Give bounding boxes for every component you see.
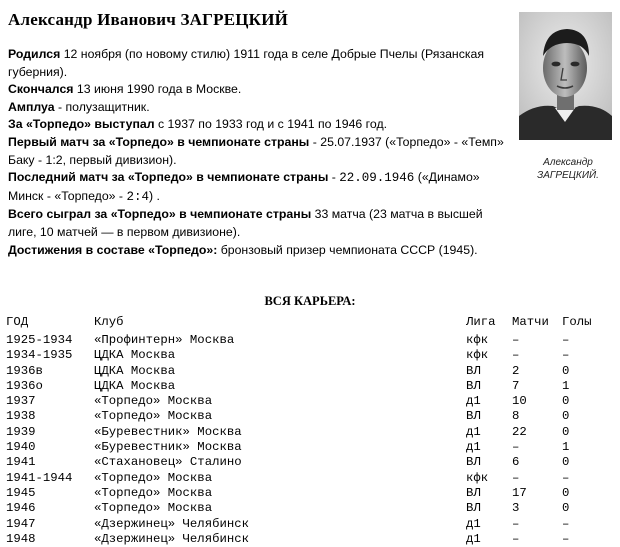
photo-caption: Александр ЗАГРЕЦКИЙ.	[537, 157, 599, 181]
cell-year: 1938	[6, 409, 36, 424]
cell-goals: 0	[562, 424, 570, 439]
cell-club: «Торпедо» Москва	[94, 470, 213, 485]
cell-club: «Дзержинец» Челябинск	[94, 516, 249, 531]
table-row	[6, 394, 616, 409]
player-name: Александр Иванович ЗАГРЕЦКИЙ	[8, 10, 289, 29]
table-row	[6, 471, 616, 486]
cell-year: 1925-1934	[6, 333, 73, 347]
cell-year: 1936в	[6, 363, 43, 378]
cell-year: 1937	[6, 394, 36, 409]
cell-matches: 3	[512, 501, 520, 516]
bio-died: Скончался 13 июня 1990 года в Москве.	[8, 82, 242, 97]
cell-goals: 0	[562, 485, 570, 500]
cell-goals: –	[562, 516, 570, 531]
cell-league: д1	[466, 531, 481, 546]
cell-club: «Дзержинец» Челябинск	[94, 531, 249, 546]
cell-goals: 0	[562, 394, 570, 409]
cell-year: 1940	[6, 440, 36, 455]
cell-goals: 0	[562, 455, 570, 470]
cell-league: кфк	[466, 333, 489, 347]
bio-achievements: Достижения в составе «Торпедо»: бронзовый призер чемпионата СССР (1945).	[8, 242, 478, 257]
cell-league: ВЛ	[466, 363, 481, 378]
cell-club: «Торпедо» Москва	[94, 485, 213, 500]
column-header-club: Клуб	[94, 315, 124, 329]
cell-league: д1	[466, 516, 481, 531]
cell-matches: 10	[512, 394, 527, 409]
cell-matches: 6	[512, 455, 520, 470]
cell-goals: 1	[562, 378, 570, 393]
cell-goals: 0	[562, 363, 570, 378]
cell-goals: 0	[562, 409, 570, 424]
bio-born: Родился 12 ноября (по новому стилю) 1911 года в селе Добрые Пчелы (Рязанская губерния).	[8, 47, 485, 79]
cell-year: 1948	[6, 531, 36, 546]
cell-matches: –	[512, 531, 520, 546]
cell-club: «Торпедо» Москва	[94, 394, 213, 409]
cell-matches: 7	[512, 378, 520, 393]
cell-club: ЦДКА Москва	[94, 348, 176, 363]
cell-goals: 0	[562, 501, 570, 516]
cell-year: 1936о	[6, 378, 43, 393]
table-row	[6, 364, 616, 379]
cell-club: «Профинтерн» Москва	[94, 333, 235, 347]
cell-year: 1934-1935	[6, 348, 73, 363]
cell-year: 1945	[6, 485, 36, 500]
column-header-year: ГОД	[6, 315, 29, 329]
cell-matches: –	[512, 348, 520, 363]
career-title: ВСЯ КАРЬЕРА:	[264, 294, 356, 308]
cell-year: 1941	[6, 455, 36, 470]
player-portrait-icon	[519, 12, 612, 140]
cell-year: 1941-1944	[6, 470, 73, 485]
cell-matches: 2	[512, 363, 520, 378]
table-row	[6, 486, 616, 501]
cell-league: ВЛ	[466, 501, 481, 516]
cell-club: ЦДКА Москва	[94, 378, 176, 393]
cell-matches: 8	[512, 409, 520, 424]
cell-league: ВЛ	[466, 409, 481, 424]
cell-matches: –	[512, 470, 520, 485]
table-row	[6, 455, 616, 470]
cell-goals: 1	[562, 440, 570, 455]
cell-league: д1	[466, 394, 481, 409]
cell-club: «Буревестник» Москва	[94, 424, 242, 439]
cell-goals: –	[562, 333, 570, 347]
cell-league: кфк	[466, 348, 489, 363]
cell-goals: –	[562, 348, 570, 363]
cell-league: ВЛ	[466, 378, 481, 393]
table-row	[6, 501, 616, 516]
player-photo	[519, 12, 612, 140]
cell-goals: –	[562, 470, 570, 485]
table-row	[6, 425, 616, 440]
bio-first-match: Первый матч за «Торпедо» в чемпионате страны - 25.07.1937 («Торпедо» - «Темп» Баку - 1:2, первый дивизион).	[8, 134, 504, 167]
table-row	[6, 440, 616, 455]
career-table	[6, 313, 616, 547]
bio-played: За «Торпедо» выступал с 1937 по 1933 год и с 1941 по 1946 год.	[8, 117, 388, 132]
cell-year: 1946	[6, 501, 36, 516]
table-row	[6, 333, 616, 348]
cell-club: «Стахановец» Сталино	[94, 455, 242, 470]
bio-role: Амплуа - полузащитник.	[8, 99, 150, 114]
cell-club: «Торпедо» Москва	[94, 501, 213, 516]
cell-club: «Буревестник» Москва	[94, 440, 242, 455]
cell-goals: –	[562, 531, 570, 546]
cell-matches: –	[512, 333, 520, 347]
table-row	[6, 348, 616, 363]
table-row	[6, 409, 616, 424]
cell-league: кфк	[466, 470, 489, 485]
table-row	[6, 532, 616, 547]
cell-year: 1947	[6, 516, 36, 531]
table-header	[6, 313, 616, 331]
column-header-goals: Голы	[562, 315, 592, 329]
biography	[8, 46, 508, 259]
cell-matches: 17	[512, 485, 527, 500]
cell-league: ВЛ	[466, 455, 481, 470]
cell-league: д1	[466, 424, 481, 439]
cell-league: ВЛ	[466, 485, 481, 500]
cell-club: ЦДКА Москва	[94, 363, 176, 378]
cell-matches: –	[512, 440, 520, 455]
cell-year: 1939	[6, 424, 36, 439]
table-row	[6, 379, 616, 394]
bio-total: Всего сыграл за «Торпедо» в чемпионате страны 33 матча (23 матча в высшей лиге, 10 матчей — в первом дивизионе).	[8, 207, 483, 239]
table-row	[6, 517, 616, 532]
cell-league: д1	[466, 440, 481, 455]
column-header-matches: Матчи	[512, 315, 549, 329]
column-header-league: Лига	[466, 315, 496, 329]
cell-matches: 22	[512, 424, 527, 439]
cell-club: «Торпедо» Москва	[94, 409, 213, 424]
bio-last-match: Последний матч за «Торпедо» в чемпионате страны - 22.09.1946 («Динамо» Минск - «Торпедо» - 2:4) .	[8, 170, 480, 204]
cell-matches: –	[512, 516, 520, 531]
